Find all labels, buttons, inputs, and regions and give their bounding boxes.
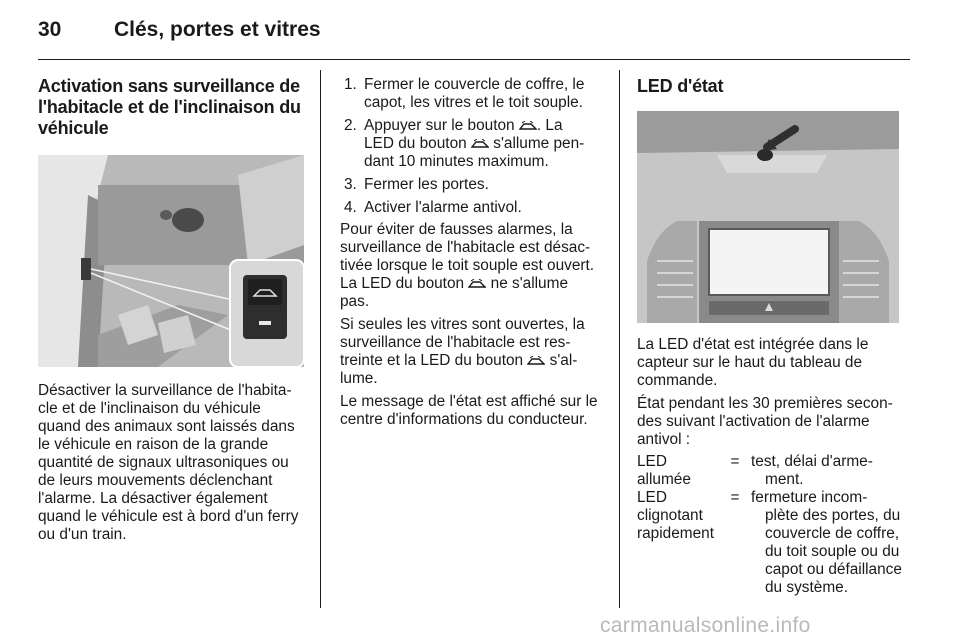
column-2 bbox=[340, 72, 608, 429]
led-status-table bbox=[637, 453, 905, 597]
column-1 bbox=[38, 72, 306, 544]
step-4: 4. Activer l'alarme antivol. bbox=[344, 199, 522, 216]
table-row: LED clignotant rapidement = fermeture incom- plète des portes, du couvercle de coffre, du toit souple ou du capot ou défaillance du système. bbox=[637, 489, 902, 596]
column-divider-1 bbox=[320, 70, 321, 608]
page-title: Clés, portes et vitres bbox=[114, 18, 321, 41]
led-heading: LED d'état bbox=[637, 76, 724, 96]
column-3 bbox=[637, 72, 905, 597]
watermark: carmanualsonline.info bbox=[600, 614, 811, 637]
table-row: LED allumée = test, délai d'arme- ment. bbox=[637, 453, 873, 488]
car-tilt-icon bbox=[527, 356, 545, 366]
step-2: 2. Appuyer sur le bouton . La LED du bouton s'allume pen- dant 10 minutes maximum. bbox=[344, 117, 585, 170]
interior-button-illustration bbox=[38, 155, 304, 367]
car-tilt-icon bbox=[519, 121, 537, 131]
steps-list bbox=[340, 76, 608, 217]
dashboard-illustration bbox=[637, 111, 899, 323]
interior-button-photo bbox=[38, 155, 304, 367]
column-divider-2 bbox=[619, 70, 620, 608]
dashboard-photo bbox=[637, 111, 899, 323]
car-tilt-icon bbox=[471, 139, 489, 149]
col1-paragraph: Désactiver la surveillance de l'habita- cle et de l'inclinaison du véhicule quand des animaux sont laissés dans le véhicule en raison de la grande quantité de signaux ultrasoniques ou de leurs mouvements déclenchant l'alarme. La désactiver également quand le véhicule est à bord d'un ferry ou d'un train. bbox=[38, 382, 299, 543]
header-rule bbox=[38, 59, 910, 60]
col3-paragraph-1: La LED d'état est intégrée dans le capteur sur le haut du tableau de commande. bbox=[637, 336, 869, 389]
col3-paragraph-2: État pendant les 30 premières secon- des suivant l'activation de l'alarme antivol : bbox=[637, 395, 893, 448]
page-number: 30 bbox=[38, 18, 62, 41]
step-3: 3. Fermer les portes. bbox=[344, 176, 489, 193]
car-tilt-icon bbox=[468, 279, 486, 289]
page-header bbox=[38, 18, 908, 48]
col2-paragraph-2: Si seules les vitres sont ouvertes, la surveillance de l'habitacle est res- treinte et la LED du bouton s'al- lume. bbox=[340, 316, 585, 387]
section-heading: Activation sans surveillance de l'habitacle et de l'inclinaison du véhicule bbox=[38, 76, 301, 138]
step-1: 1. Fermer le couvercle de coffre, le capot, les vitres et le toit souple. bbox=[344, 76, 585, 111]
col2-paragraph-3: Le message de l'état est affiché sur le centre d'informations du conducteur. bbox=[340, 393, 598, 428]
col2-paragraph-1: Pour éviter de fausses alarmes, la surveillance de l'habitacle est désac- tivée lorsque le toit souple est ouvert. La LED du bouton ne s'allume pas. bbox=[340, 221, 595, 310]
